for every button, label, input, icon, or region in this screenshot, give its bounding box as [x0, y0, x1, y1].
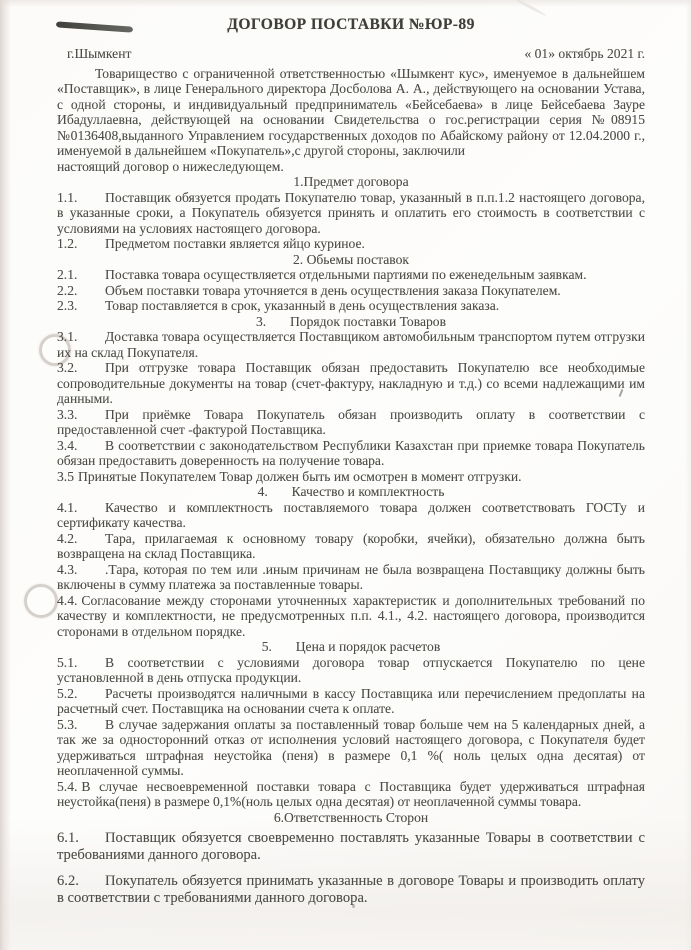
clause-number: 1.2. [57, 236, 78, 251]
clause-text: Поставка товара осуществляется отдельными партиями по еженедельным заявкам. [105, 267, 587, 282]
clause-text: Поставщик обязуется своевременно поставлять указанные Товары в соответствии с требованиями данного договора. [57, 830, 645, 863]
clause-number: 4.1. [57, 499, 78, 515]
clause-2-3 [57, 298, 645, 314]
section-heading: 2. Обьемы поставок [292, 251, 409, 267]
clause-number: 3.4. [57, 437, 78, 453]
clause-text: Согласование между сторонами уточненных характеристик и дополнительных требований по качеству и комплектности, не предусмотренных п.п. 4.1., 4.2. настоящего договора, производится сторонами в отдельном порядке. [57, 592, 645, 639]
clause-3-5 [57, 469, 645, 485]
clause-1-2 [57, 236, 645, 252]
clause-number: 2.1. [57, 267, 78, 282]
punch-hole-artifact [24, 584, 58, 618]
clause-text: .Тара, которая по тем или .иным причинам не была возвращена Поставщику должны быть включены в сумму платежа за поставленные товары. [57, 561, 645, 592]
clause-number: 3.5 [57, 468, 74, 484]
clause-6-2 [57, 873, 645, 907]
clause-number: 4.3. [57, 561, 78, 577]
clause-text: Качество и комплектность поставляемого товара должен соответствовать ГОСТу и сертификату качества. [57, 499, 645, 530]
clause-5-2 [57, 686, 645, 717]
clause-3-1 [57, 329, 645, 360]
clause-text: Поставщик обязуется продать Покупателю товар, указанный в п.п.1.2 настоящего договора, в указанные сроки, а Покупатель обязуется принять и оплатить его стоимость в соответствии с условиями на условиях настоящего договора. [57, 189, 645, 236]
clause-number: 3.2. [57, 360, 78, 375]
clause-text: В соответствии с условиями договора товар отпускается Покупателю по цене установленной в день отпуска продукции. [57, 654, 645, 685]
clause-number: 5.2. [57, 685, 78, 701]
clause-4-1 [57, 500, 645, 531]
contract-city: г.Шымкент [67, 46, 132, 61]
preamble-closing-line: настоящий договор о нижеследующем. [57, 158, 284, 174]
clause-text: В случае задержания оплаты за поставленный товар больше чем на 5 календарных дней, а так же за односторонний отказ от исполнения условий настоящего договора, с Покупателя будет удерживаться штрафная неустойка (пеня) в размере 0,1 %( ноль целых одна десятая) от неоплаченной суммы. [57, 716, 645, 778]
contract-body [57, 174, 645, 907]
clause-3-3 [57, 407, 645, 438]
clause-text: Принятые Покупателем Товар должен быть им осмотрен в момент отгрузки. [78, 468, 522, 484]
clause-number: 5.1. [57, 654, 78, 670]
clause-4-2 [57, 531, 645, 562]
clause-text: Доставка товара осуществляется Поставщиком автомобильным транспортом путем отгрузки их на склад Покупателя. [57, 329, 645, 360]
clause-text: В соответствии с законодательством Республики Казахстан при приемке товара Покупатель обязан предоставить доверенность на получение товара. [57, 437, 645, 468]
clause-text: При приёмке Товара Покупатель обязан производить оплату в соответствии с предоставленной счет -фактурой Поставщика. [57, 406, 645, 437]
preamble-paragraph: Товарищество с ограниченной ответственностью «Шымкент кус», именуемое в дальнейшем «Поставщик», в лице Генерального директора Досболова А. А., действующего на основании Устава, с одной стороны, и индивидуальный предприниматель «Бейсебаева» в лице Бейсебаева Зауре Ибадуллаевна, действующей на основании Свидетельства о гос.регистрации серия №08915 №0136408,выданного Управлением государственных доходов по Абайскому району от 12.04.2000 г., именуемой в дальнейшем «Покупатель»,с другой стороны, заключили [57, 65, 645, 158]
clause-text: Предметом поставки является яйцо куриное. [105, 236, 365, 251]
clause-4-4 [57, 593, 645, 640]
clause-1-1 [57, 190, 645, 237]
clause-number: 6.2. [57, 873, 79, 889]
clause-number: 4.4. [57, 592, 78, 608]
contract-content [57, 16, 645, 907]
scan-edge-right [685, 0, 691, 950]
contract-title: ДОГОВОР ПОСТАВКИ №ЮР-89 [227, 16, 475, 33]
clause-4-3 [57, 562, 645, 593]
clause-5-1 [57, 655, 645, 686]
clause-text: В случае несвоевременной поставки товара с Поставщика будет удерживаться штрафная неустойка(пеня) в размере 0,1%(ноль целых одна десятая) от неоплаченной суммы товара. [57, 778, 645, 809]
clause-text: Покупатель обязуется принимать указанные в договоре Товары и производить оплату в соответствии с требованиями данного договора. [57, 873, 645, 906]
clause-5-3 [57, 717, 645, 779]
contract-date: « 01» октябрь 2021 г. [524, 46, 645, 61]
clause-text: Расчеты производятся наличными в кассу Поставщика или перечислением предоплаты на расчетный счет. Поставщика на основании счета к оплате. [57, 685, 645, 716]
clause-number: 6.1. [57, 830, 79, 846]
clause-text: При отгрузке товара Поставщик обязан предоставить Покупателю все необходимые сопроводительные документы на товар (счет-фактуру, накладную и т.д.) со всеми надлежащими им данными. [57, 360, 645, 406]
clause-number: 2.2. [57, 282, 78, 298]
meta-row [57, 46, 645, 62]
scan-edge-top [0, 0, 691, 7]
section-heading: 3. Порядок поставки Товаров [255, 313, 446, 329]
clause-6-1 [57, 830, 645, 864]
clause-3-4 [57, 438, 645, 469]
scan-edge-left [0, 0, 11, 950]
clause-number: 3.1. [57, 329, 78, 344]
clause-text: Объем поставки товара уточняется в день осуществления заказа Покупателем. [105, 282, 561, 298]
section-heading: 4. Качество и комплектность [257, 484, 445, 499]
clause-5-4 [57, 779, 645, 810]
clause-text: Товар поставляется в срок, указанный в день осуществления заказа. [105, 298, 500, 313]
section-heading: 5. Цена и порядок расчетов [261, 639, 441, 654]
clause-2-2 [57, 283, 645, 299]
clause-number: 5.4. [57, 778, 78, 794]
clause-3-2 [57, 360, 645, 407]
clause-number: 5.3. [57, 716, 78, 732]
clause-number: 4.2. [57, 530, 78, 546]
clause-number: 2.3. [57, 298, 78, 313]
section-heading: 1.Предмет договора [293, 174, 409, 189]
section-heading: 6.Ответственность Сторон [273, 809, 429, 825]
clause-text: Тара, прилагаемая к основному товару (коробки, ячейки), обязательно должна быть возвращена на склад Поставщика. [57, 530, 645, 561]
clause-number: 1.1. [57, 189, 78, 205]
clause-number: 3.3. [57, 406, 78, 422]
clause-2-1 [57, 267, 645, 283]
